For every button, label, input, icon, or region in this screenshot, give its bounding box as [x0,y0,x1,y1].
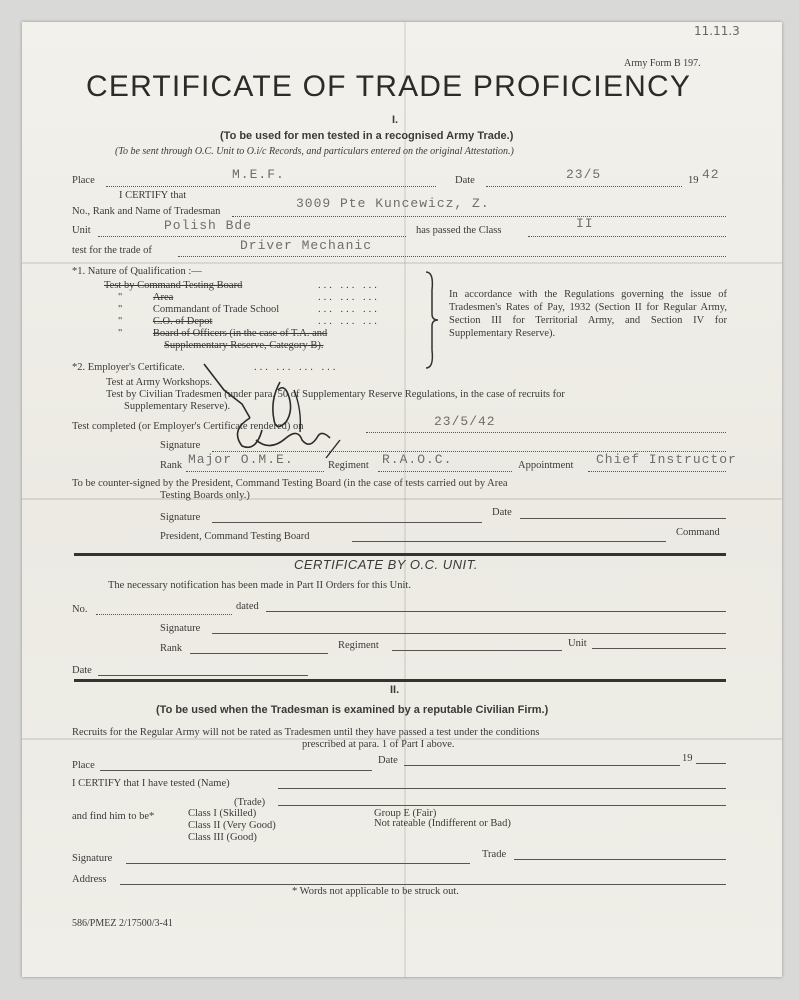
corner-note: 11.11.3 [694,24,740,38]
p2-class: Class III (Good) [188,832,257,843]
p2-class: Class II (Very Good) [188,820,276,831]
civilian-test: Test by Civilian Tradesmen (under para. 50 of Supplementary Reserve Regulations, in the case of recruits for [106,389,565,400]
p2-address-line [120,884,726,885]
countersign-date-line [520,518,726,519]
class-line [528,236,726,237]
appointment-label: Appointment [518,460,574,471]
section-divider [74,553,726,556]
qualification-item: Test by Command Testing Board [104,280,243,291]
army-workshops: Test at Army Workshops. [106,377,213,388]
signature-label: Signature [160,440,201,451]
p2-year-prefix: 19 [682,753,693,764]
command-label: Command [676,527,720,538]
rank-line [186,471,324,472]
p2-place-label: Place [72,760,95,771]
civilian-test-2: Supplementary Reserve). [124,401,231,412]
leader-dots: ... ... ... [318,292,380,303]
name-line [232,216,726,217]
oc-no-label: No. [72,604,88,615]
p2-signature-line [126,863,470,864]
qualification-item: " Area [118,292,174,303]
place-label: Place [72,175,95,186]
unit-label: Unit [72,225,91,236]
president-label: President, Command Testing Board [160,531,310,542]
rank-label: Rank [160,460,183,471]
recruits-text: Recruits for the Regular Army will not be rated as Tradesmen until they have passed a test under the conditions [72,727,540,738]
place-value: M.E.F. [232,167,285,182]
countersign-date-label: Date [492,507,512,518]
p2-address-label: Address [72,874,107,885]
qualification-item: " Board of Officers (in the case of T.A. and [118,328,328,339]
oc-unit-label: Unit [568,638,587,649]
countersign-text: To be counter-signed by the President, Command Testing Board (in the case of tests carried out by Area [72,478,508,489]
part1-subheading: (To be sent through O.C. Unit to O.i/c Records, and particulars entered on the original Attestation.) [115,146,514,157]
test-completed-value: 23/5/42 [434,414,496,429]
leader-dots: ... ... ... [318,316,380,327]
oc-notification: The necessary notification has been made in Part II Orders for this Unit. [108,580,411,591]
trade-line [178,256,726,257]
president-line [352,541,666,542]
trade-label: test for the trade of [72,245,152,256]
countersign-signature-line [212,522,482,523]
oc-dated-line [266,611,726,612]
appointment-value: Chief Instructor [596,452,737,467]
part1-heading: (To be used for men tested in a recognised Army Trade.) [220,130,514,142]
leader-dots: ... ... ... ... [254,362,339,373]
oc-dated-label: dated [236,601,259,612]
p2-signature-label: Signature [72,853,113,864]
p2-name-line [278,788,726,789]
oc-regiment-line [392,650,562,651]
p2-find-label: and find him to be* [72,811,155,822]
p2-certify-label: I CERTIFY that I have tested (Name) [72,778,230,789]
date-value: 23/5 [566,167,602,182]
p2-trade-line [278,805,726,806]
leader-dots: ... ... ... [318,304,380,315]
oc-date-line [98,675,308,676]
qualification-item: " Commandant of Trade School [118,304,280,315]
regiment-line [378,471,512,472]
oc-rank-label: Rank [160,643,183,654]
form-number: Army Form B 197. [624,58,701,69]
part1-numeral: I. [392,114,399,126]
regiment-label: Regiment [328,460,369,471]
oc-no-line [96,614,232,615]
oc-unit-line [592,648,726,649]
date-line [486,186,682,187]
p2-date-line [404,765,680,766]
footnote: * Words not applicable to be struck out. [292,886,459,897]
page-title: CERTIFICATE OF TRADE PROFICIENCY [86,70,692,103]
qualification-item: " C.O. of Depot [118,316,213,327]
regiment-value: R.A.O.C. [382,452,453,467]
unit-value: Polish Bde [164,218,253,233]
recruits-text-2: prescribed at para. 1 of Part I above. [302,739,455,750]
countersign-signature-label: Signature [160,512,201,523]
no-rank-label: No., Rank and Name of Tradesman [72,206,221,217]
part2-numeral: II. [390,684,400,696]
unit-line [98,236,406,237]
test-completed-label: Test completed (or Employer's Certificate rendered) on [72,421,304,432]
nature-label: *1. Nature of Qualification :— [72,266,202,277]
rank-value: Major O.M.E. [188,452,294,467]
print-code: 586/PMEZ 2/17500/3-41 [72,918,173,929]
certify-label: I CERTIFY that [119,190,187,201]
part2-heading: (To be used when the Tradesman is examined by a reputable Civilian Firm.) [156,704,549,716]
qualification-item: Supplementary Reserve, Category B). [164,340,324,351]
p2-year-line [696,763,726,764]
leader-dots: ... ... ... [318,280,380,291]
fold-crease [22,498,782,500]
p2-date-label: Date [378,755,398,766]
oc-signature-line [212,633,726,634]
p2-trade-paren: (Trade) [234,797,266,808]
p2-trade-label: Trade [482,849,507,860]
regulations-note: In accordance with the Regulations governing the issue of Tradesmen's Rates of Pay, 1932 (Section II for Regular Army, Section III for Territorial Army, and Section IV for Supplementary Reserve). [449,289,727,339]
date-label: Date [455,175,475,186]
p2-group: Group E (Fair) [374,808,437,819]
p2-class: Class I (Skilled) [188,808,257,819]
p2-trade-sig-line [514,859,726,860]
countersign-text-2: Testing Boards only.) [160,490,250,501]
fold-crease [404,22,406,977]
employer-label: *2. Employer's Certificate. [72,362,185,373]
test-completed-line [366,432,726,433]
oc-heading: CERTIFICATE BY O.C. UNIT. [294,557,478,572]
oc-rank-line [190,653,328,654]
trade-value: Driver Mechanic [240,238,373,253]
no-rank-value: 3009 Pte Kuncewicz, Z. [296,196,490,211]
place-line [106,186,436,187]
year-value: 42 [702,167,720,182]
oc-signature-label: Signature [160,623,201,634]
fold-crease [22,262,782,264]
oc-regiment-label: Regiment [338,640,379,651]
appointment-line [588,471,726,472]
class-value: II [576,216,594,231]
year-prefix: 19 [688,175,699,186]
p2-group: Not rateable (Indifferent or Bad) [374,818,511,829]
p2-place-line [100,770,372,771]
section-divider [74,679,726,682]
oc-date-label: Date [72,665,92,676]
brace [424,270,440,370]
passed-label: has passed the Class [416,225,502,236]
